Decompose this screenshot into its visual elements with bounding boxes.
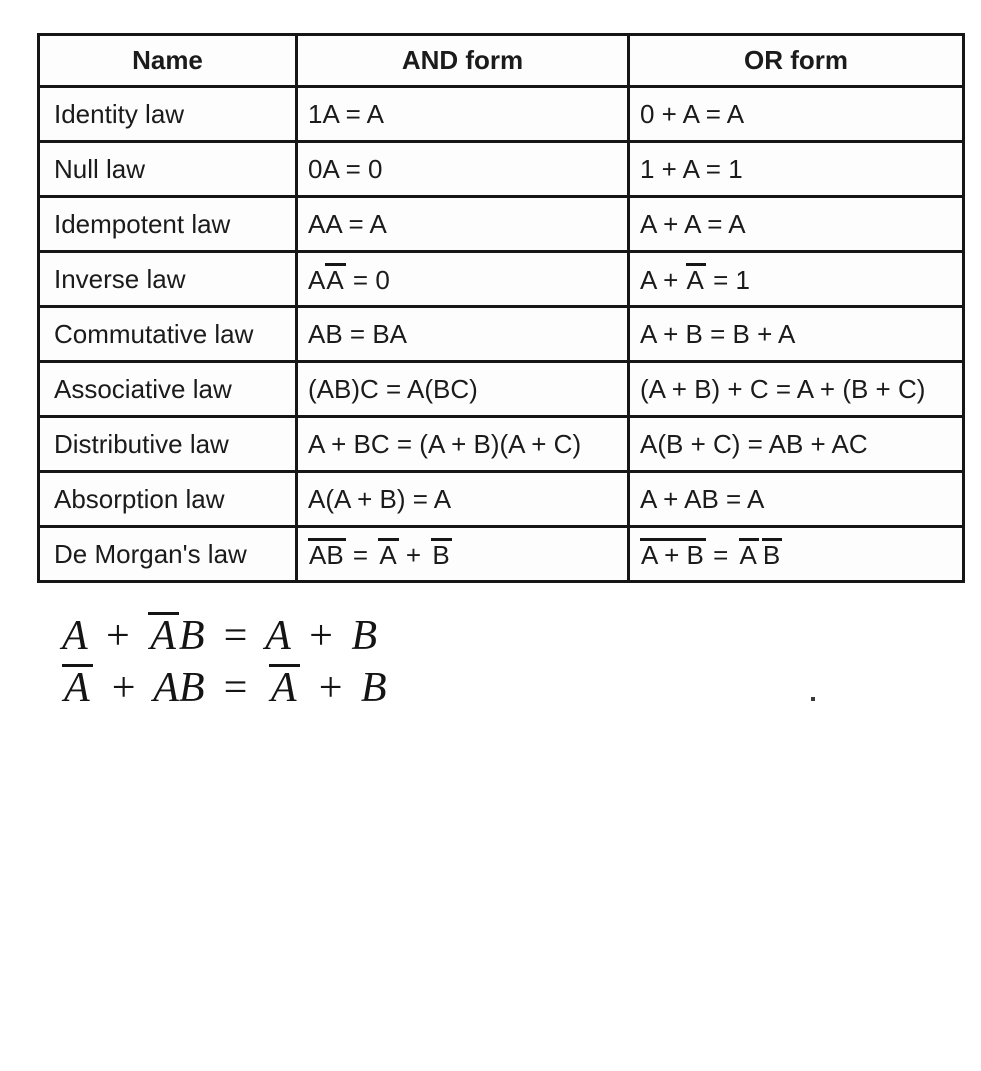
column-header-or-form: OR form [629, 35, 964, 87]
laws-table-body [39, 87, 964, 582]
table-row [39, 472, 964, 527]
overline-expression: A [686, 264, 704, 295]
column-header-name: Name [39, 35, 297, 87]
and-form-formula: A(A + B) = A [297, 472, 629, 527]
or-form-formula: A + B = A B [629, 527, 964, 582]
law-name: Distributive law [39, 417, 297, 472]
table-row [39, 87, 964, 142]
or-form-formula: A(B + C) = AB + AC [629, 417, 964, 472]
overline-expression: A [62, 664, 93, 710]
equations-block [62, 610, 387, 714]
overline-expression: A [379, 539, 397, 570]
overline-expression: B [432, 539, 450, 570]
or-form-formula: A + AB = A [629, 472, 964, 527]
or-form-formula: A + A = A [629, 197, 964, 252]
law-name: Associative law [39, 362, 297, 417]
table-row [39, 527, 964, 582]
and-form-formula: A + BC = (A + B)(A + C) [297, 417, 629, 472]
table-row [39, 307, 964, 362]
stray-dot-artifact [811, 697, 815, 701]
and-form-formula: AA = A [297, 197, 629, 252]
or-form-formula: A + B = B + A [629, 307, 964, 362]
and-form-formula: (AB)C = A(BC) [297, 362, 629, 417]
equation-line-2: A + AB = A + B [64, 665, 387, 711]
and-form-formula: AA = 0 [297, 252, 629, 307]
law-name: Idempotent law [39, 197, 297, 252]
or-form-formula: 0 + A = A [629, 87, 964, 142]
and-form-formula: 0A = 0 [297, 142, 629, 197]
table-row [39, 142, 964, 197]
table-row [39, 362, 964, 417]
law-name: Identity law [39, 87, 297, 142]
and-form-formula: 1A = A [297, 87, 629, 142]
law-name: De Morgan's law [39, 527, 297, 582]
table-row [39, 252, 964, 307]
overline-expression: A + B [641, 539, 704, 570]
column-header-and-form: AND form [297, 35, 629, 87]
table-row [39, 197, 964, 252]
overline-expression: AB [309, 539, 344, 570]
equation-line-1: A + AB = A + B [62, 613, 378, 659]
overline-expression: B [762, 539, 781, 570]
and-form-formula: AB = BA [297, 307, 629, 362]
header-row [39, 35, 964, 87]
or-form-formula: (A + B) + C = A + (B + C) [629, 362, 964, 417]
law-name: Absorption law [39, 472, 297, 527]
boolean-laws-table [37, 33, 965, 583]
overline-expression: A [739, 539, 757, 570]
law-name: Null law [39, 142, 297, 197]
overline-expression: A [269, 664, 300, 710]
or-form-formula: A + A = 1 [629, 252, 964, 307]
law-name: Inverse law [39, 252, 297, 307]
overline-expression: A [148, 612, 179, 658]
or-form-formula: 1 + A = 1 [629, 142, 964, 197]
law-name: Commutative law [39, 307, 297, 362]
overline-expression: A [326, 264, 344, 295]
table-row [39, 417, 964, 472]
and-form-formula: AB = A + B [297, 527, 629, 582]
